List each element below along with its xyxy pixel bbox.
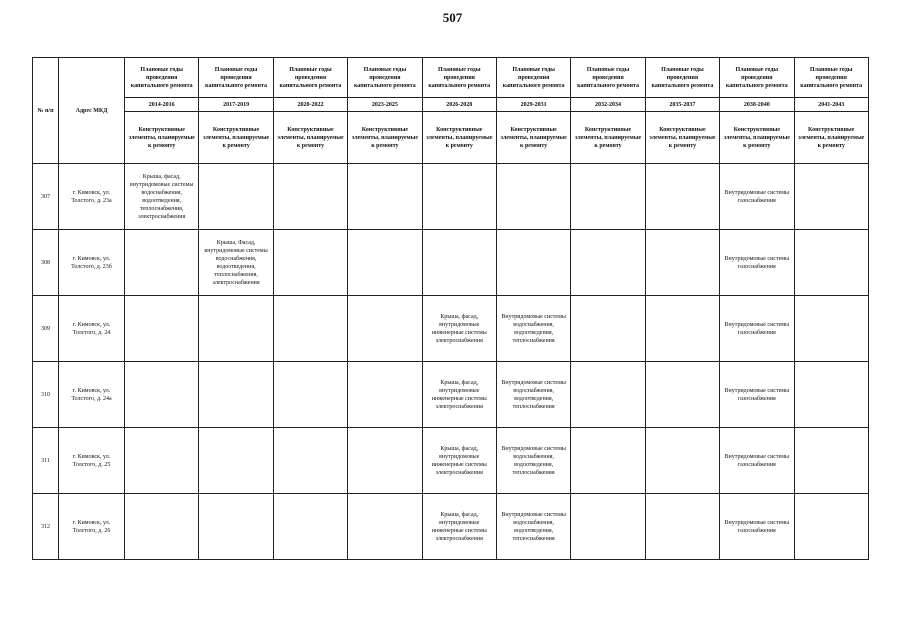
row-number: 312 — [33, 494, 59, 560]
plan-header: Плановые годы проведения капитального ремонта — [348, 58, 422, 98]
elements-header: Конструктивные элементы, планируемые к ремонту — [794, 112, 868, 164]
plan-header: Плановые годы проведения капитального ремонта — [422, 58, 496, 98]
table-cell — [571, 428, 645, 494]
table-cell — [273, 230, 347, 296]
row-address: г. Кимовск, ул. Толстого, д. 24 — [59, 296, 125, 362]
table-cell — [199, 428, 273, 494]
table-cell: Внутридомовые системы газоснабжения — [720, 428, 794, 494]
period-header: 2023-2025 — [348, 98, 422, 112]
table-cell — [645, 296, 719, 362]
table-cell — [571, 494, 645, 560]
table-cell — [645, 362, 719, 428]
table-cell — [348, 164, 422, 230]
table-cell — [794, 164, 868, 230]
table-cell — [273, 362, 347, 428]
table-cell — [273, 296, 347, 362]
elements-header: Конструктивные элементы, планируемые к ремонту — [720, 112, 794, 164]
table-cell — [571, 296, 645, 362]
table-cell — [125, 362, 199, 428]
elements-header: Конструктивные элементы, планируемые к ремонту — [422, 112, 496, 164]
table-cell: Внутридомовые системы газоснабжения — [720, 164, 794, 230]
table-cell: Внутридомовые системы газоснабжения — [720, 494, 794, 560]
table-cell — [125, 428, 199, 494]
period-header: 2029-2031 — [496, 98, 570, 112]
row-number: 307 — [33, 164, 59, 230]
table-cell: Внутридомовые системы водоснабжения, водоотведения, теплоснабжения — [496, 494, 570, 560]
table-row — [33, 230, 869, 296]
table-row — [33, 296, 869, 362]
table-cell — [571, 230, 645, 296]
plan-header: Плановые годы проведения капитального ремонта — [794, 58, 868, 98]
table-cell — [645, 164, 719, 230]
table-cell: Внутридомовые системы водоснабжения, водоотведения, теплоснабжения — [496, 296, 570, 362]
table-cell — [794, 362, 868, 428]
header-row-elements — [33, 112, 869, 164]
elements-header: Конструктивные элементы, планируемые к ремонту — [199, 112, 273, 164]
table-cell — [422, 230, 496, 296]
table-cell: Внутридомовые системы водоснабжения, водоотведения, теплоснабжения — [496, 362, 570, 428]
table-cell — [571, 164, 645, 230]
table-cell: Крыша, фасад, внутридомовые инженерные системы электроснабжения — [422, 296, 496, 362]
plan-header: Плановые годы проведения капитального ремонта — [125, 58, 199, 98]
table-cell — [273, 494, 347, 560]
table-cell: Внутридомовые системы газоснабжения — [720, 296, 794, 362]
table-cell — [199, 164, 273, 230]
table-row — [33, 428, 869, 494]
plan-header: Плановые годы проведения капитального ремонта — [645, 58, 719, 98]
table-cell — [794, 296, 868, 362]
period-header: 2014-2016 — [125, 98, 199, 112]
row-number: 308 — [33, 230, 59, 296]
table-cell — [571, 362, 645, 428]
table-cell — [645, 230, 719, 296]
table-cell: Крыша, фасад, внутридомовые инженерные системы электроснабжения — [422, 494, 496, 560]
period-header: 2038-2040 — [720, 98, 794, 112]
elements-header: Конструктивные элементы, планируемые к ремонту — [496, 112, 570, 164]
table-cell — [496, 164, 570, 230]
elements-header: Конструктивные элементы, планируемые к ремонту — [571, 112, 645, 164]
table-cell: Внутридомовые системы водоснабжения, водоотведения, теплоснабжения — [496, 428, 570, 494]
header-row-periods — [33, 98, 869, 112]
row-number: 311 — [33, 428, 59, 494]
page-number: 507 — [442, 10, 463, 25]
period-header: 2041-2043 — [794, 98, 868, 112]
table-cell — [645, 428, 719, 494]
table-cell — [348, 296, 422, 362]
table-cell — [348, 494, 422, 560]
elements-header: Конструктивные элементы, планируемые к ремонту — [125, 112, 199, 164]
plan-header: Плановые годы проведения капитального ремонта — [273, 58, 347, 98]
plan-header: Плановые годы проведения капитального ремонта — [199, 58, 273, 98]
row-number: 310 — [33, 362, 59, 428]
table-row — [33, 164, 869, 230]
period-header: 2020-2022 — [273, 98, 347, 112]
column-header-address: Адрес МКД — [59, 58, 125, 164]
table-cell — [273, 164, 347, 230]
plan-header: Плановые годы проведения капитального ремонта — [571, 58, 645, 98]
table-cell — [794, 428, 868, 494]
table-cell: Внутридомовые системы газоснабжения — [720, 362, 794, 428]
repair-schedule-table — [32, 57, 869, 560]
table-cell — [794, 494, 868, 560]
table-cell: Крыша, фасад, внутридомовые системы водоснабжения, водоотведения, теплоснабжения, электроснабжения — [125, 164, 199, 230]
table-cell — [348, 362, 422, 428]
table-cell — [645, 494, 719, 560]
table-cell — [422, 164, 496, 230]
table-cell: Крыша, фасад, внутридомовые инженерные системы электроснабжения — [422, 428, 496, 494]
plan-header: Плановые годы проведения капитального ремонта — [496, 58, 570, 98]
table-cell — [125, 230, 199, 296]
table-cell: Крыша, фасад, внутридомовые инженерные системы электроснабжения — [422, 362, 496, 428]
period-header: 2017-2019 — [199, 98, 273, 112]
table-cell — [199, 362, 273, 428]
row-address: г. Кимовск, ул. Толстого, д. 23б — [59, 230, 125, 296]
elements-header: Конструктивные элементы, планируемые к ремонту — [273, 112, 347, 164]
table-row — [33, 362, 869, 428]
plan-header: Плановые годы проведения капитального ремонта — [720, 58, 794, 98]
row-address: г. Кимовск, ул. Толстого, д. 25 — [59, 428, 125, 494]
table-cell: Внутридомовые системы газоснабжения — [720, 230, 794, 296]
row-address: г. Кимовск, ул. Толстого, д. 24а — [59, 362, 125, 428]
table-cell — [125, 296, 199, 362]
table-cell — [199, 494, 273, 560]
elements-header: Конструктивные элементы, планируемые к ремонту — [348, 112, 422, 164]
row-address: г. Кимовск, ул. Толстого, д. 26 — [59, 494, 125, 560]
period-header: 2026-2028 — [422, 98, 496, 112]
table-cell — [794, 230, 868, 296]
row-number: 309 — [33, 296, 59, 362]
elements-header: Конструктивные элементы, планируемые к ремонту — [645, 112, 719, 164]
row-address: г. Кимовск, ул. Толстого, д. 23а — [59, 164, 125, 230]
table-row — [33, 494, 869, 560]
period-header: 2032-2034 — [571, 98, 645, 112]
table-cell — [125, 494, 199, 560]
table-cell: Крыша, Фасад, внутридомовые системы водоснабжения, водоотведения, теплоснабжения, электроснабжения — [199, 230, 273, 296]
period-header: 2035-2037 — [645, 98, 719, 112]
table-cell — [348, 230, 422, 296]
table-cell — [496, 230, 570, 296]
table-cell — [348, 428, 422, 494]
header-row-plan — [33, 58, 869, 98]
table-cell — [199, 296, 273, 362]
table-cell — [273, 428, 347, 494]
column-header-number: № п/п — [33, 58, 59, 164]
